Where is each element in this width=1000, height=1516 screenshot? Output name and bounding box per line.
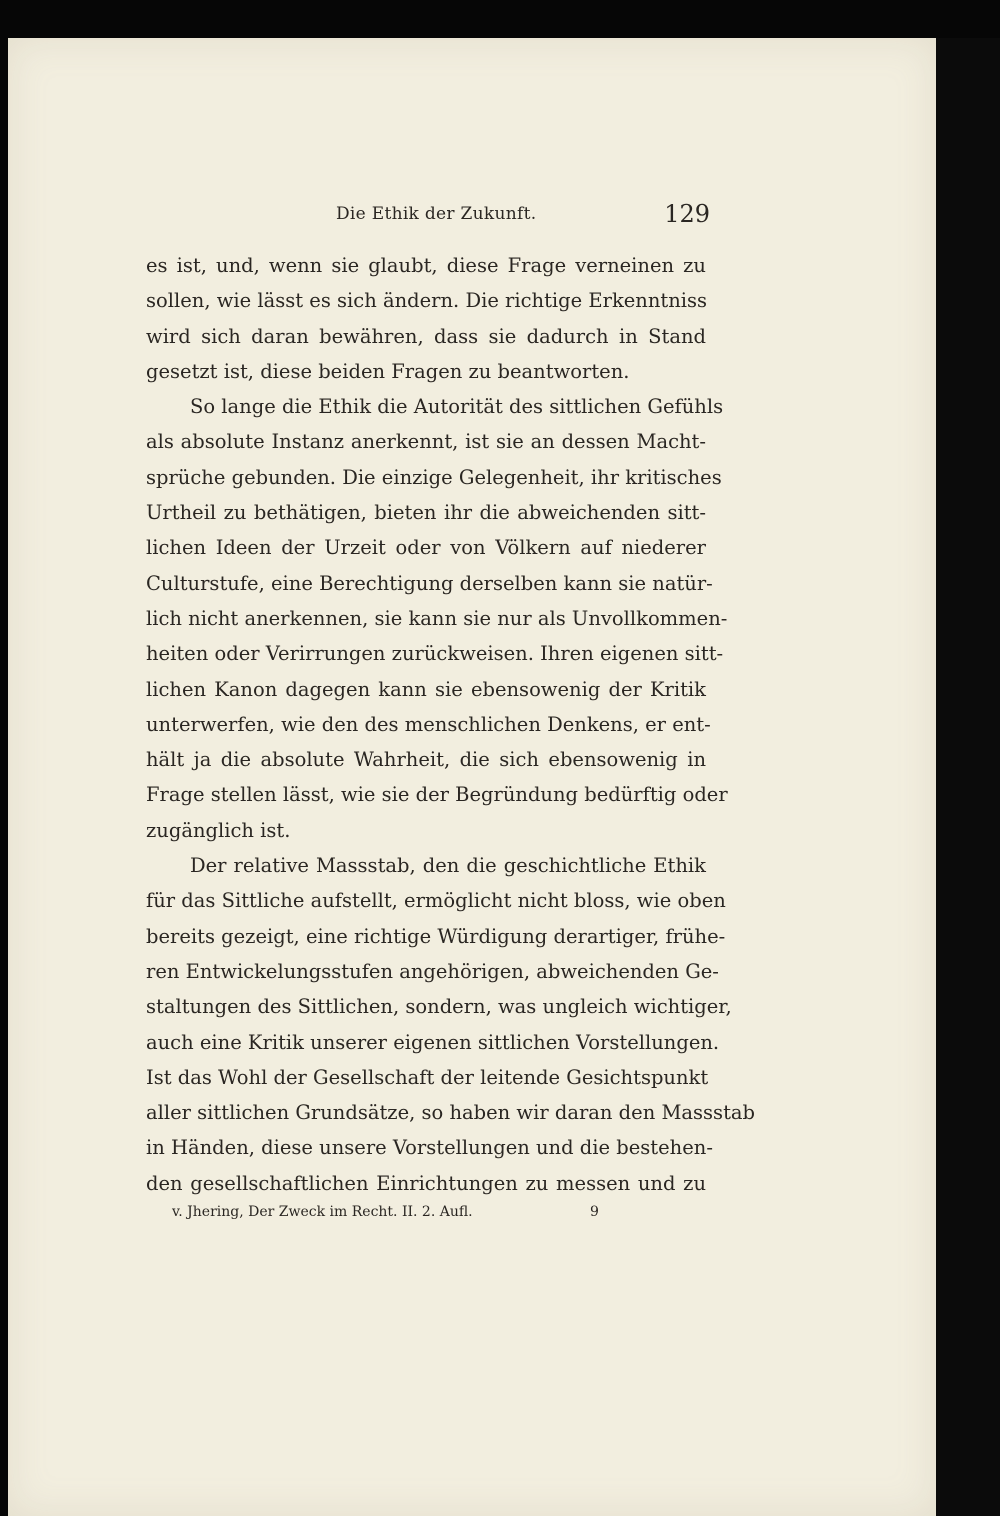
scanner-edge <box>936 38 1000 1516</box>
text-line: sprüche gebunden. Die einzige Gelegenheit, ihr kritisches <box>146 465 722 489</box>
page-number: 129 <box>664 200 710 228</box>
text-line: Frage stellen lässt, wie sie der Begründung bedürftig oder <box>146 783 728 807</box>
text-line: auch eine Kritik unserer eigenen sittlichen Vorstellungen. <box>146 1030 720 1054</box>
signature-mark: 9 <box>590 1204 599 1220</box>
text-line: lichen Ideen der Urzeit oder von Völkern auf niederer <box>146 536 706 560</box>
text-line: aller sittlichen Grundsätze, so haben wir daran den Massstab <box>146 1101 756 1125</box>
body-text <box>146 248 756 1201</box>
text-line: heiten oder Verirrungen zurückweisen. Ihren eigenen sitt- <box>146 642 724 666</box>
footer-reference: v. Jhering, Der Zweck im Recht. II. 2. Aufl. <box>172 1204 473 1220</box>
text-line: in Händen, diese unsere Vorstellungen und die bestehen- <box>146 1136 713 1160</box>
text-line: hält ja die absolute Wahrheit, die sich ebensowenig in <box>146 748 706 772</box>
text-line: sollen, wie lässt es sich ändern. Die richtige Erkenntniss <box>146 289 708 313</box>
text-line: ren Entwickelungsstufen angehörigen, abweichenden Ge- <box>146 959 719 983</box>
text-line: zugänglich ist. <box>146 818 291 842</box>
text-line: unterwerfen, wie den des menschlichen Denkens, er ent- <box>146 712 711 736</box>
text-line: Culturstufe, eine Berechtigung derselben kann sie natür- <box>146 571 713 595</box>
text-line: staltungen des Sittlichen, sondern, was ungleich wichtiger, <box>146 995 732 1019</box>
text-line: Urtheil zu bethätigen, bieten ihr die abweichenden sitt- <box>146 501 706 525</box>
text-line: es ist, und, wenn sie glaubt, diese Frage verneinen zu <box>146 254 706 277</box>
paragraph-first-line: Der relative Massstab, den die geschichtliche Ethik <box>190 854 706 878</box>
text-line: den gesellschaftlichen Einrichtungen zu messen und zu <box>146 1171 706 1195</box>
text-line: gesetzt ist, diese beiden Fragen zu beantworten. <box>146 359 630 383</box>
text-line: als absolute Instanz anerkennt, ist sie an dessen Macht- <box>146 430 706 454</box>
page-footer <box>172 1204 612 1228</box>
running-title: Die Ethik der Zukunft. <box>336 204 537 224</box>
text-line: für das Sittliche aufstellt, ermöglicht nicht bloss, wie oben <box>146 889 726 913</box>
text-line: lich nicht anerkennen, sie kann sie nur als Unvollkommen- <box>146 606 728 630</box>
running-head <box>138 200 710 236</box>
text-line: wird sich daran bewähren, dass sie dadurch in Stand <box>146 324 706 348</box>
paragraph-first-line: So lange die Ethik die Autorität des sittlichen Gefühls <box>190 395 724 419</box>
text-line: lichen Kanon dagegen kann sie ebensowenig der Kritik <box>146 677 706 701</box>
text-line: Ist das Wohl der Gesellschaft der leitende Gesichtspunkt <box>146 1065 709 1089</box>
text-line: bereits gezeigt, eine richtige Würdigung derartiger, frühe- <box>146 924 726 948</box>
